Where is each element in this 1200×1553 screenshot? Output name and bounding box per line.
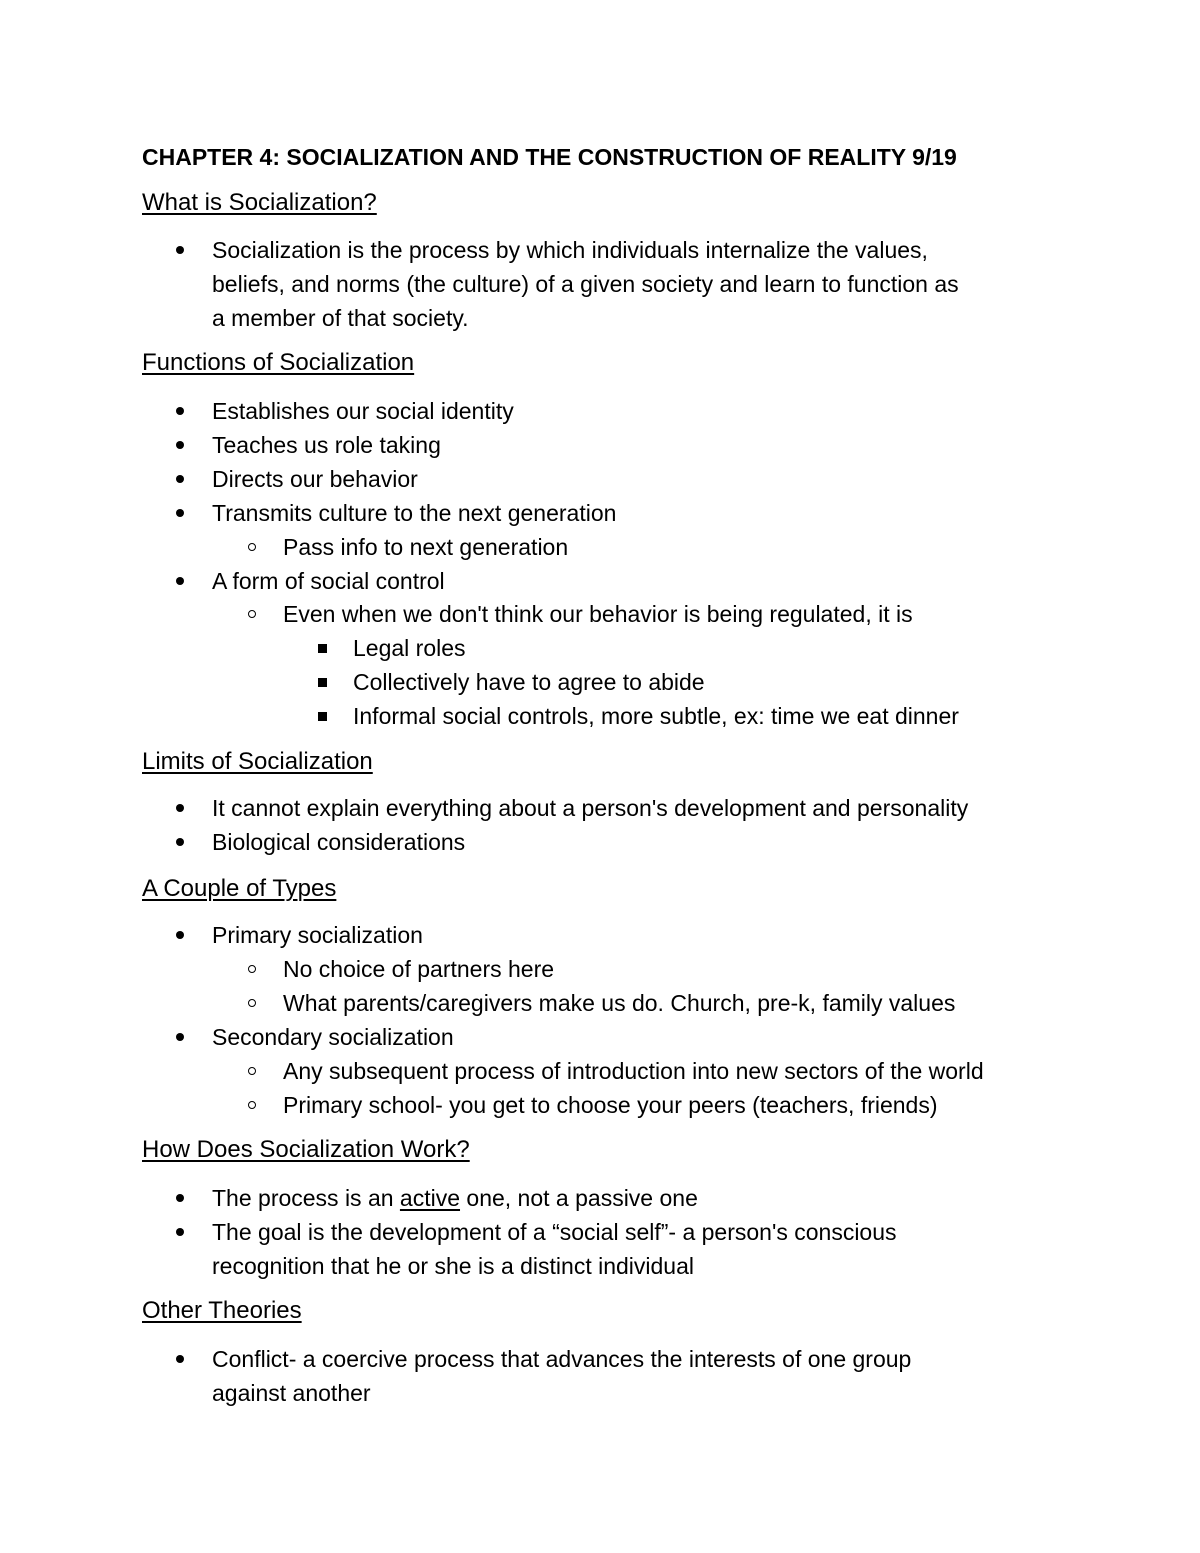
list-item-text: Socialization is the process by which individuals internalize the values, [212, 237, 928, 263]
section-heading-what-is-socialization: What is Socialization? [142, 189, 377, 216]
list-item-text: Even when we don't think our behavior is being regulated, it is [283, 601, 913, 627]
bullet-circle [248, 986, 256, 1020]
bullet-disc [176, 233, 184, 267]
list-item-text: Collectively have to agree to abide [353, 669, 705, 695]
list-item-text: Biological considerations [212, 829, 466, 855]
list-item-text: Secondary socialization [212, 1024, 454, 1050]
section-heading-types: A Couple of Types [142, 875, 337, 902]
list-item-text: Transmits culture to the next generation [212, 500, 617, 526]
list-item-text: The goal is the development of a “social self”- a person's conscious [212, 1219, 897, 1245]
bullet-square [318, 665, 327, 699]
bullet-square [318, 699, 327, 733]
chapter-title: CHAPTER 4: SOCIALIZATION AND THE CONSTRUCTION OF REALITY 9/19 [142, 144, 957, 170]
list-item-text: Legal roles [353, 635, 466, 661]
list-item-text: a member of that society. [212, 305, 469, 331]
text-run: one, not a passive one [460, 1185, 698, 1211]
list-item-text: A form of social control [212, 568, 445, 594]
list-item-text: What parents/caregivers make us do. Church, pre-k, family values [283, 990, 956, 1016]
bullet-disc [176, 1020, 184, 1054]
bullet-disc [176, 1342, 184, 1376]
list-item-text: Establishes our social identity [212, 398, 514, 424]
bullet-disc [176, 496, 184, 530]
list-item-text: Any subsequent process of introduction into new sectors of the world [283, 1058, 984, 1084]
list-item-text: recognition that he or she is a distinct individual [212, 1253, 695, 1279]
bullet-disc [176, 394, 184, 428]
bullet-circle [248, 597, 256, 631]
list-item-text: Pass info to next generation [283, 534, 569, 560]
list-item-text: against another [212, 1380, 371, 1406]
bullet-disc [176, 791, 184, 825]
list-item-text: No choice of partners here [283, 956, 555, 982]
section-heading-limits: Limits of Socialization [142, 748, 373, 775]
bullet-disc [176, 428, 184, 462]
bullet-circle [248, 952, 256, 986]
bullet-disc [176, 462, 184, 496]
bullet-disc [176, 564, 184, 598]
list-item-text: Informal social controls, more subtle, ex: time we eat dinner [353, 703, 959, 729]
text-run: The process is an [212, 1185, 400, 1211]
list-item-text: beliefs, and norms (the culture) of a given society and learn to function as [212, 271, 959, 297]
bullet-circle [248, 1054, 256, 1088]
bullet-disc [176, 1181, 184, 1215]
list-item-text: Directs our behavior [212, 466, 418, 492]
list-item-text [212, 1181, 698, 1215]
bullet-circle [248, 1088, 256, 1122]
bullet-square [318, 631, 327, 665]
section-heading-functions: Functions of Socialization [142, 349, 415, 376]
list-item-text: Conflict- a coercive process that advances the interests of one group [212, 1346, 912, 1372]
bullet-disc [176, 1215, 184, 1249]
emphasized-word: active [399, 1185, 461, 1211]
bullet-circle [248, 530, 256, 564]
section-heading-how: How Does Socialization Work? [142, 1136, 470, 1163]
section-heading-other-theories: Other Theories [142, 1297, 302, 1324]
bullet-disc [176, 825, 184, 859]
list-item-text: Primary socialization [212, 922, 423, 948]
bullet-disc [176, 918, 184, 952]
list-item-text: It cannot explain everything about a person's development and personality [212, 795, 969, 821]
list-item-text: Primary school- you get to choose your peers (teachers, friends) [283, 1092, 938, 1118]
list-item-text: Teaches us role taking [212, 432, 441, 458]
